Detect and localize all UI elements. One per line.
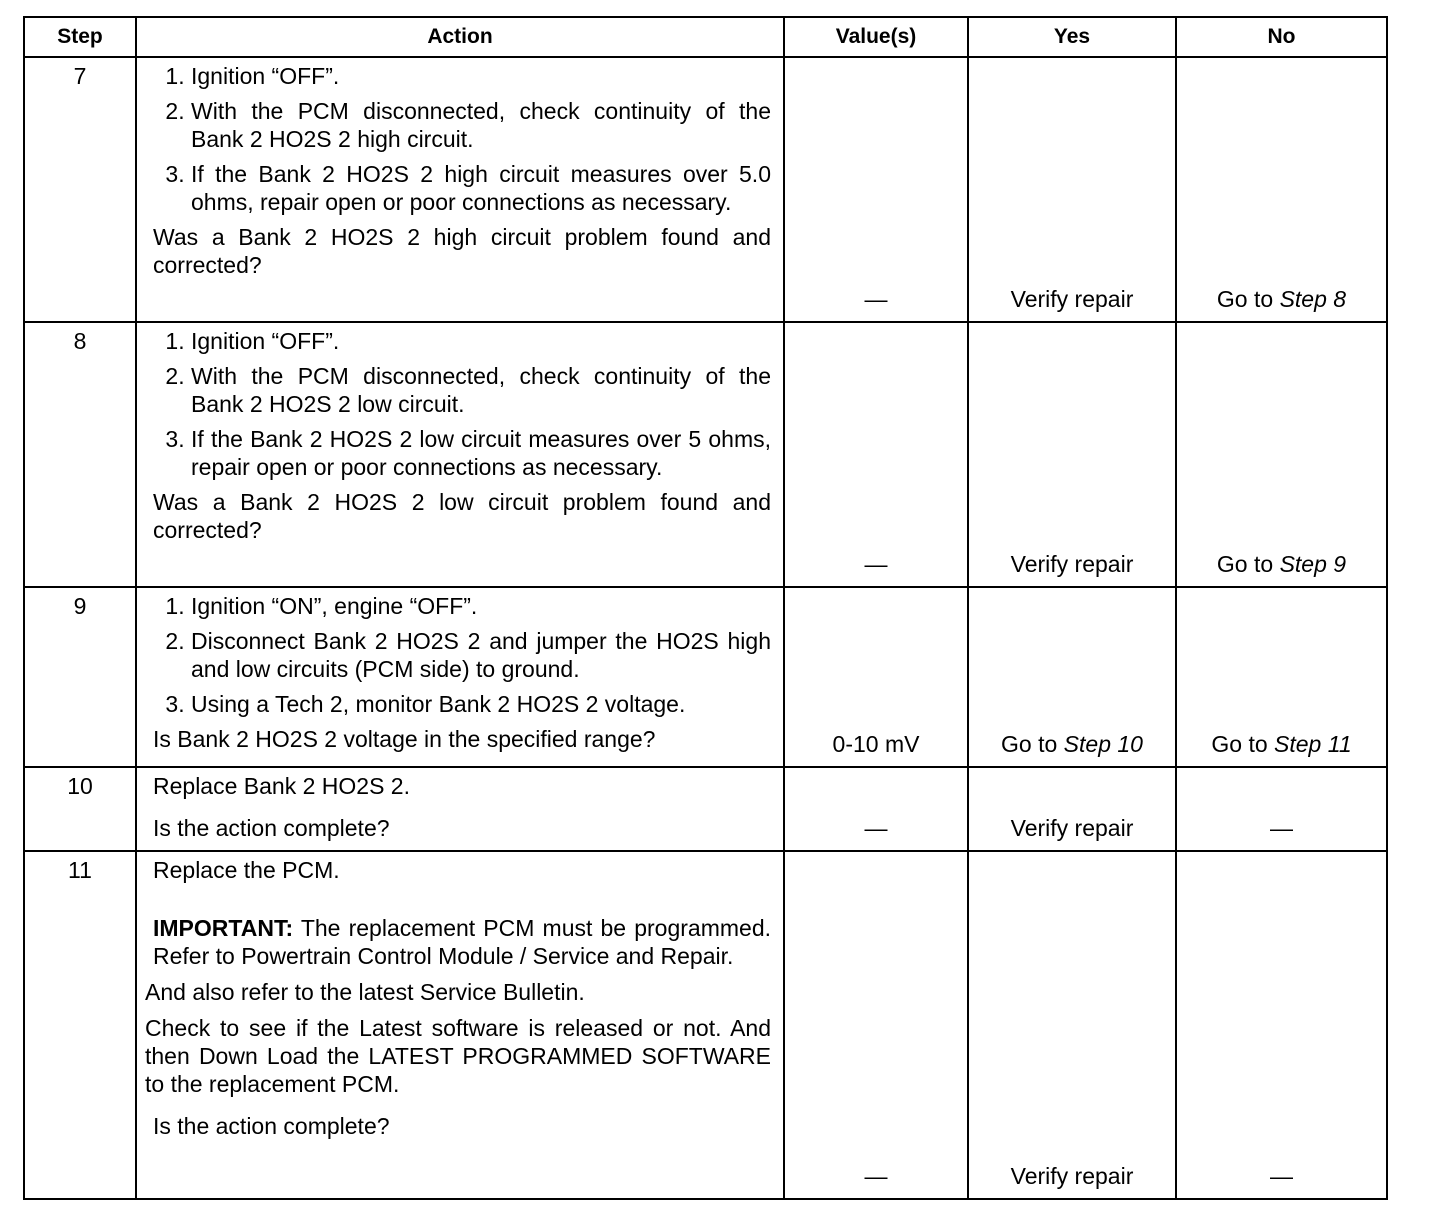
action-question: Is the action complete? — [153, 815, 390, 841]
no-prefix: Go to — [1216, 551, 1280, 577]
action-item: 1. Ignition “OFF”. — [191, 327, 771, 355]
action-question: Was a Bank 2 HO2S 2 low circuit problem found and corrected? — [153, 489, 771, 543]
action-list — [153, 327, 771, 481]
action-question: Is Bank 2 HO2S 2 voltage in the specified range? — [153, 726, 656, 752]
action-item: 2. With the PCM disconnected, check continuity of the Bank 2 HO2S 2 high circuit. — [191, 97, 771, 153]
no-cell: — — [1176, 767, 1387, 851]
action-cell — [136, 767, 784, 851]
header-yes: Yes — [968, 17, 1176, 57]
step-reference: Step 11 — [1274, 731, 1352, 757]
value-cell: — — [784, 851, 968, 1199]
value-cell: 0-10 mV — [784, 587, 968, 767]
value-cell: — — [784, 57, 968, 322]
step-row-11 — [24, 851, 1387, 1199]
step-number: 10 — [24, 767, 136, 851]
action-question: Was a Bank 2 HO2S 2 high circuit problem found and corrected? — [153, 224, 771, 278]
action-cell — [136, 322, 784, 587]
header-row — [24, 17, 1387, 57]
step-number: 7 — [24, 57, 136, 322]
action-lead: Replace the PCM. — [153, 857, 340, 883]
step-number: 8 — [24, 322, 136, 587]
action-item: 3. Using a Tech 2, monitor Bank 2 HO2S 2 voltage. — [191, 690, 771, 718]
no-prefix: Go to — [1216, 286, 1280, 312]
action-list — [153, 62, 771, 216]
yes-cell: Verify repair — [968, 57, 1176, 322]
header-no: No — [1176, 17, 1387, 57]
yes-cell: Verify repair — [968, 322, 1176, 587]
yes-prefix: Go to — [1001, 731, 1064, 757]
action-item: 1. Ignition “ON”, engine “OFF”. — [191, 592, 771, 620]
action-cell — [136, 851, 784, 1199]
step-number: 11 — [24, 851, 136, 1199]
no-cell — [1176, 57, 1387, 322]
action-lead: Replace Bank 2 HO2S 2. — [153, 773, 410, 799]
header-values: Value(s) — [784, 17, 968, 57]
no-cell — [1176, 587, 1387, 767]
no-cell — [1176, 322, 1387, 587]
important-note — [153, 914, 771, 970]
action-question: Is the action complete? — [153, 1113, 390, 1139]
action-cell — [136, 587, 784, 767]
header-step: Step — [24, 17, 136, 57]
action-item: 2. With the PCM disconnected, check continuity of the Bank 2 HO2S 2 low circuit. — [191, 362, 771, 418]
step-row-10 — [24, 767, 1387, 851]
software-note: Check to see if the Latest software is released or not. And then Down Load the LATEST PROGRAMMED SOFTWARE to the replacement PCM. — [145, 1015, 771, 1097]
value-cell: — — [784, 322, 968, 587]
important-text: The replacement PCM must be programmed. Refer to Powertrain Control Module / Service and Repair. — [153, 915, 771, 969]
service-bulletin-note: And also refer to the latest Service Bulletin. — [145, 979, 585, 1005]
step-row-8 — [24, 322, 1387, 587]
no-prefix: Go to — [1211, 731, 1275, 757]
yes-cell — [968, 587, 1176, 767]
important-label: IMPORTANT: — [153, 915, 294, 941]
yes-cell: Verify repair — [968, 851, 1176, 1199]
action-item: 3. If the Bank 2 HO2S 2 high circuit measures over 5.0 ohms, repair open or poor connections as necessary. — [191, 160, 771, 216]
step-reference: Step 10 — [1063, 731, 1143, 757]
no-cell: — — [1176, 851, 1387, 1199]
action-item: 1. Ignition “OFF”. — [191, 62, 771, 90]
value-cell: — — [784, 767, 968, 851]
diagnostic-table — [23, 16, 1388, 1200]
yes-cell: Verify repair — [968, 767, 1176, 851]
action-cell — [136, 57, 784, 322]
step-row-9 — [24, 587, 1387, 767]
action-list — [153, 592, 771, 718]
step-row-7 — [24, 57, 1387, 322]
step-reference: Step 8 — [1279, 286, 1347, 312]
step-reference: Step 9 — [1279, 551, 1347, 577]
header-action: Action — [136, 17, 784, 57]
step-number: 9 — [24, 587, 136, 767]
action-item: 3. If the Bank 2 HO2S 2 low circuit measures over 5 ohms, repair open or poor connections as necessary. — [191, 425, 771, 481]
action-item: 2. Disconnect Bank 2 HO2S 2 and jumper the HO2S high and low circuits (PCM side) to ground. — [191, 627, 771, 683]
